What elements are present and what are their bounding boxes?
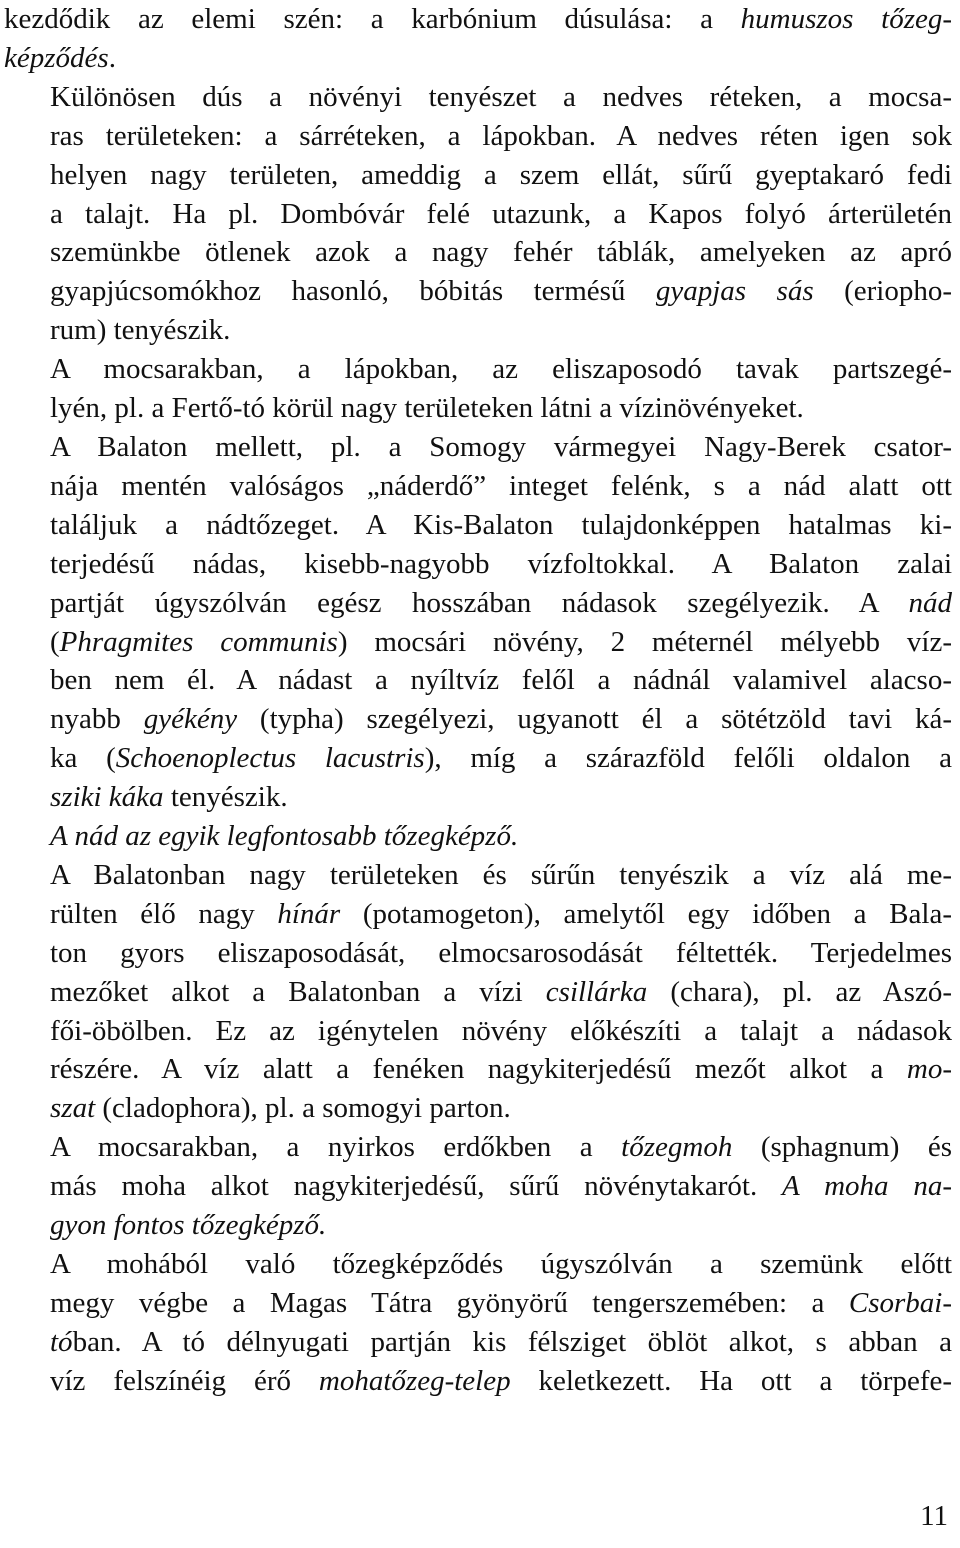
text-run: rülten élő nagy: [50, 897, 278, 930]
text-run: .: [108, 41, 116, 74]
text-line: [4, 350, 952, 389]
text-run: fői-öbölben. Ez az igénytelen növény előkészíti a talajt a nádasok: [50, 1014, 952, 1047]
paragraph: [4, 428, 952, 817]
text-run: megy végbe a Magas Tátra gyönyörű tengerszemében: a: [50, 1286, 849, 1319]
text-run: ton gyors eliszaposodását, elmocsarosodását féltették. Terjedelmes: [50, 936, 952, 969]
text-run: (typha) szegélyezi, ugyanott él a sötétzöld tavi ká-: [237, 703, 952, 736]
italic-run: A moha na-: [782, 1170, 952, 1203]
italic-run: A nád az egyik legfontosabb tőzegképző.: [50, 820, 519, 853]
italic-run: gyapjas sás: [655, 275, 814, 308]
text-run: partját úgyszólván egész hosszában nádasok szegélyezik. A: [50, 586, 909, 619]
text-run: nyabb: [50, 703, 144, 736]
text-run: (: [50, 625, 60, 658]
text-line: [4, 233, 952, 272]
text-run: (potamogeton), amelytől egy időben a Bala-: [340, 897, 952, 930]
italic-run: hínár: [277, 897, 341, 930]
paragraph: [4, 856, 952, 1128]
text-line: [4, 895, 952, 934]
text-run: mezőket alkot a Balatonban a vízi: [50, 975, 546, 1008]
text-run: tenyészik.: [163, 781, 288, 814]
text-line: [4, 934, 952, 973]
italic-run: humuszos tőzeg-: [740, 3, 953, 35]
text-line: [4, 623, 952, 662]
italic-run: tőzegmoh: [621, 1131, 733, 1164]
text-run: ras területeken: a sárréteken, a lápokban. A nedves réten igen sok: [50, 119, 952, 152]
italic-run: csillárka: [545, 975, 648, 1008]
italic-run: gyon fontos tőzegképző.: [50, 1209, 327, 1242]
text-line: [4, 1128, 952, 1167]
text-line: [4, 1284, 952, 1323]
text-run: helyen nagy területen, ameddig a szem ellát, sűrű gyeptakaró fedi: [50, 158, 952, 191]
text-line: [4, 973, 952, 1012]
text-body: [4, 0, 952, 1401]
text-run: (cladophora), pl. a somogyi parton.: [95, 1092, 511, 1125]
text-line: [4, 700, 952, 739]
text-run: más moha alkot nagykiterjedésű, sűrű növénytakarót.: [50, 1170, 783, 1203]
document-page: [4, 0, 952, 1401]
text-line: [4, 1206, 952, 1245]
paragraph: [4, 350, 952, 428]
text-run: ), míg a szárazföld felőli oldalon a: [424, 742, 952, 775]
text-run: rum) tenyészik.: [50, 314, 231, 347]
text-line: [4, 1050, 952, 1089]
text-line: [4, 39, 952, 78]
italic-run: Csorbai-: [848, 1286, 952, 1319]
text-run: A mocsarakban, a nyirkos erdőkben a: [50, 1131, 622, 1164]
text-run: A Balatonban nagy területeken és sűrűn tenyészik a víz alá me-: [50, 858, 952, 891]
text-line: [4, 584, 952, 623]
text-line: [4, 817, 952, 856]
text-line: [4, 1089, 952, 1128]
text-line: [4, 545, 952, 584]
text-run: találjuk a nádtőzeget. A Kis-Balaton tulajdonképpen hatalmas ki-: [50, 508, 952, 541]
text-line: [4, 856, 952, 895]
text-line: [4, 389, 952, 428]
italic-run: sziki káka: [50, 781, 164, 814]
text-line: [4, 661, 952, 700]
paragraph: [4, 817, 952, 856]
text-line: [4, 1323, 952, 1362]
text-run: lyén, pl. a Fertő-tó körül nagy területeken látni a vízinövényeket.: [50, 392, 804, 425]
text-run: gyapjúcsomókhoz hasonló, bóbitás termésű: [50, 275, 656, 308]
text-run: A Balaton mellett, pl. a Somogy vármegyei Nagy-Berek csator-: [50, 430, 952, 463]
text-line: [4, 195, 952, 234]
italic-run: Phragmites communis: [59, 625, 338, 658]
text-line: [4, 311, 952, 350]
text-run: nája mentén valóságos „náderdő” integet felénk, s a nád alatt ott: [50, 469, 952, 502]
text-run: terjedésű nádas, kisebb-nagyobb vízfoltokkal. A Balaton zalai: [50, 547, 952, 580]
text-run: szemünkbe ötlenek azok a nagy fehér táblák, amelyeken az apró: [50, 236, 952, 269]
text-line: [4, 78, 952, 117]
text-run: (chara), pl. az Aszó-: [647, 975, 953, 1008]
text-run: (eriopho-: [813, 275, 952, 308]
text-run: A mohából való tőzegképződés úgyszólván a szemünk előtt: [50, 1248, 952, 1280]
text-line: [4, 0, 952, 39]
text-line: [4, 739, 952, 778]
text-line: [4, 1012, 952, 1051]
text-run: részére. A víz alatt a fenéken nagykiterjedésű mezőt alkot a: [50, 1053, 907, 1086]
text-run: víz felszínéig érő: [50, 1364, 319, 1397]
text-run: ben nem él. A nádast a nyíltvíz felől a nádnál valamivel alacso-: [50, 664, 952, 697]
text-run: ban. A tó délnyugati partján kis félsziget öblöt alkot, s abban a: [72, 1325, 952, 1358]
text-run: (sphagnum) és: [732, 1131, 952, 1164]
text-run: a talajt. Ha pl. Dombóvár felé utazunk, a Kapos folyó árterületén: [50, 197, 952, 230]
italic-run: Schoenoplectus lacustris: [115, 742, 425, 775]
text-line: [4, 117, 952, 156]
paragraph: [4, 1245, 952, 1401]
italic-run: képződés: [4, 41, 109, 74]
text-run: ) mocsári növény, 2 méternél mélyebb víz-: [337, 625, 952, 658]
paragraph: [4, 0, 952, 78]
text-run: ka (: [50, 742, 116, 775]
text-line: [4, 1245, 952, 1284]
italic-run: mo-: [906, 1053, 952, 1086]
text-line: [4, 272, 952, 311]
italic-run: szat: [50, 1092, 96, 1125]
text-line: [4, 1167, 952, 1206]
text-run: kezdődik az elemi szén: a karbónium dúsulása: a: [4, 3, 741, 35]
text-run: A mocsarakban, a lápokban, az eliszaposodó tavak partszegé-: [50, 353, 952, 386]
text-run: keletkezett. Ha ott a törpefe-: [510, 1364, 952, 1397]
page-number: 11: [920, 1500, 948, 1532]
text-line: [4, 428, 952, 467]
text-line: [4, 1362, 952, 1401]
text-line: [4, 156, 952, 195]
text-line: [4, 506, 952, 545]
italic-run: mohatőzeg-telep: [318, 1364, 511, 1397]
paragraph: [4, 1128, 952, 1245]
italic-run: gyékény: [143, 703, 238, 736]
paragraph: [4, 78, 952, 350]
italic-run: tó: [50, 1325, 73, 1358]
text-run: Különösen dús a növényi tenyészet a nedves réteken, a mocsa-: [50, 80, 952, 113]
text-line: [4, 467, 952, 506]
italic-run: nád: [908, 586, 952, 619]
text-line: [4, 778, 952, 817]
